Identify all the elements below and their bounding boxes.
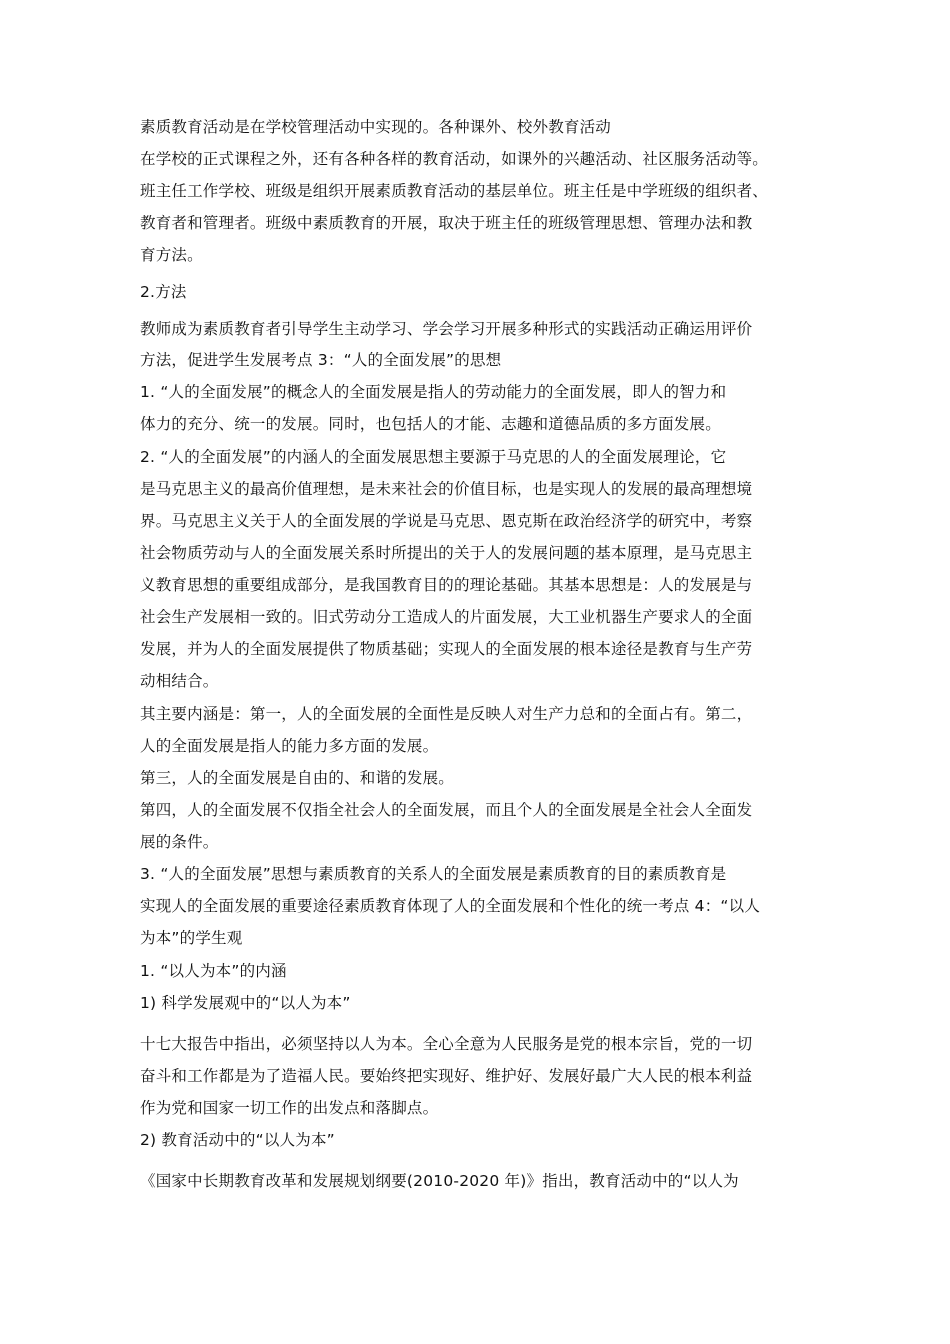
text-line-30: 奋斗和工作都是为了造福人民。要始终把实现好、维护好、发展好最广大人民的根本利益 [140, 1067, 753, 1085]
text-line-11: 2. “人的全面发展”的内涵人的全面发展思想主要源于马克思的人的全面发展理论，它 [140, 448, 727, 466]
section-heading-method: 2.方法 [140, 283, 187, 301]
text-line-8: 方法，促进学生发展考点 3：“人的全面发展”的思想 [140, 351, 502, 369]
text-line-26: 为本”的学生观 [140, 929, 243, 947]
text-line-18: 动相结合。 [140, 672, 219, 690]
text-line-20: 人的全面发展是指人的能力多方面的发展。 [140, 737, 439, 755]
text-line-25: 实现人的全面发展的重要途径素质教育体现了人的全面发展和个性化的统一考点 4：“以人 [140, 897, 761, 915]
text-line-32: 2) 教育活动中的“以人为本” [140, 1131, 335, 1149]
text-line-23: 展的条件。 [140, 833, 219, 851]
text-line-15: 义教育思想的重要组成部分，是我国教育目的的理论基础。其基本思想是：人的发展是与 [140, 576, 753, 594]
text-line-2: 在学校的正式课程之外，还有各种各样的教育活动，如课外的兴趣活动、社区服务活动等。 [140, 150, 769, 168]
text-line-14: 社会物质劳动与人的全面发展关系时所提出的关于人的发展问题的基本原理，是马克思主 [140, 544, 753, 562]
text-line-13: 界。马克思主义关于人的全面发展的学说是马克思、恩克斯在政治经济学的研究中，考察 [140, 512, 753, 530]
text-line-33: 《国家中长期教育改革和发展规划纲要(2010-2020 年)》指出，教育活动中的“以人为 [140, 1172, 739, 1190]
text-line-1: 素质教育活动是在学校管理活动中实现的。各种课外、校外教育活动 [140, 118, 612, 136]
text-line-17: 发展，并为人的全面发展提供了物质基础；实现人的全面发展的根本途径是教育与生产劳 [140, 640, 753, 658]
text-line-24: 3. “人的全面发展”思想与素质教育的关系人的全面发展是素质教育的目的素质教育是 [140, 865, 727, 883]
text-line-16: 社会生产发展相一致的。旧式劳动分工造成人的片面发展，大工业机器生产要求人的全面 [140, 608, 753, 626]
text-line-12: 是马克思主义的最高价值理想，是未来社会的价值目标，也是实现人的发展的最高理想境 [140, 480, 753, 498]
text-line-21: 第三，人的全面发展是自由的、和谐的发展。 [140, 769, 455, 787]
text-line-27: 1. “以人为本”的内涵 [140, 962, 287, 980]
text-line-31: 作为党和国家一切工作的出发点和落脚点。 [140, 1099, 439, 1117]
text-line-29: 十七大报告中指出，必须坚持以人为本。全心全意为人民服务是党的根本宗旨，党的一切 [140, 1035, 753, 1053]
text-line-9: 1. “人的全面发展”的概念人的全面发展是指人的劳动能力的全面发展，即人的智力和 [140, 383, 727, 401]
text-line-4: 教育者和管理者。班级中素质教育的开展，取决于班主任的班级管理思想、管理办法和教 [140, 214, 753, 232]
text-line-22: 第四，人的全面发展不仅指全社会人的全面发展，而且个人的全面发展是全社会人全面发 [140, 801, 753, 819]
text-line-3: 班主任工作学校、班级是组织开展素质教育活动的基层单位。班主任是中学班级的组织者、 [140, 182, 769, 200]
text-line-28: 1) 科学发展观中的“以人为本” [140, 994, 351, 1012]
text-line-10: 体力的充分、统一的发展。同时，也包括人的才能、志趣和道德品质的多方面发展。 [140, 415, 721, 433]
text-line-5: 育方法。 [140, 246, 203, 264]
text-line-19: 其主要内涵是：第一，人的全面发展的全面性是反映人对生产力总和的全面占有。第二， [140, 705, 753, 723]
text-line-7: 教师成为素质教育者引导学生主动学习、学会学习开展多种形式的实践活动正确运用评价 [140, 320, 753, 338]
